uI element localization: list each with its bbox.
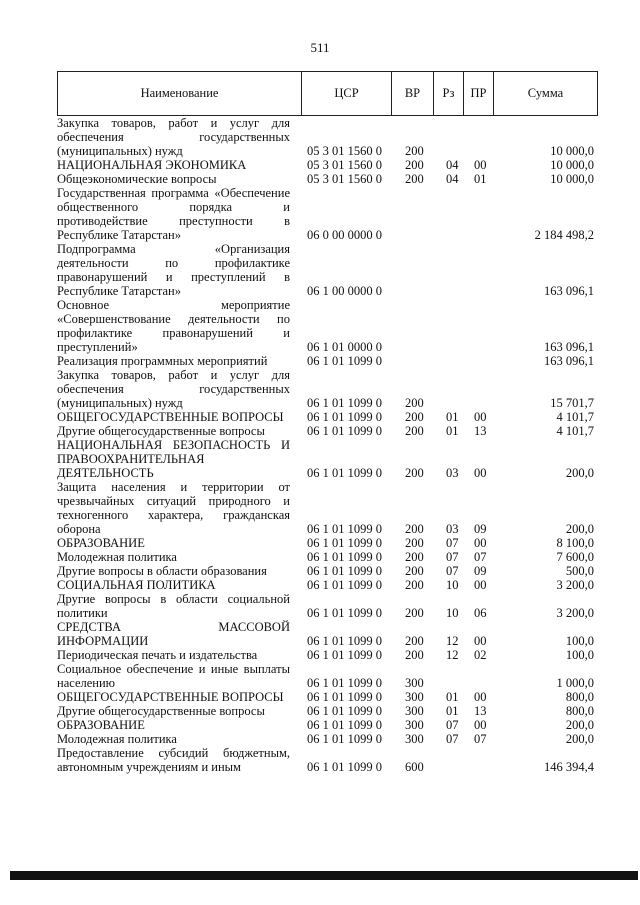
row-csr: 06 1 01 1099 0 (307, 606, 382, 620)
row-rz: 10 (446, 606, 459, 620)
table-row (57, 368, 598, 410)
row-name (57, 704, 290, 718)
row-csr: 06 1 01 1099 0 (307, 648, 382, 662)
row-name-line: общественного порядка и (57, 200, 290, 214)
row-name-line: Реализация программных мероприятий (57, 354, 268, 368)
row-name-line: (муниципальных) нужд (57, 144, 183, 158)
row-name (57, 578, 290, 592)
row-name-line: Социальное обеспечение и иные выплаты (57, 662, 290, 676)
row-rz: 07 (446, 564, 459, 578)
table-row (57, 242, 598, 298)
row-csr: 06 0 00 0000 0 (307, 228, 382, 242)
row-vr: 300 (405, 690, 424, 704)
row-name (57, 410, 290, 424)
table-row (57, 732, 598, 746)
row-sum: 800,0 (565, 704, 594, 718)
row-rz: 01 (446, 410, 459, 424)
row-name (57, 438, 290, 480)
header-csr: ЦСР (301, 72, 391, 115)
row-csr: 05 3 01 1560 0 (307, 158, 382, 172)
row-pr: 00 (474, 158, 487, 172)
row-name (57, 158, 290, 172)
header-name: Наименование (140, 86, 219, 100)
row-vr: 200 (405, 536, 424, 550)
row-sum: 10 000,0 (550, 172, 594, 186)
row-rz: 03 (446, 466, 459, 480)
row-csr: 06 1 01 1099 0 (307, 676, 382, 690)
table-row (57, 424, 598, 438)
row-name (57, 620, 290, 648)
row-csr: 06 1 00 0000 0 (307, 284, 382, 298)
table-row (57, 592, 598, 620)
row-vr: 200 (405, 648, 424, 662)
row-name-line: Общеэкономические вопросы (57, 172, 217, 186)
row-csr: 06 1 01 0000 0 (307, 340, 382, 354)
row-sum: 100,0 (565, 634, 594, 648)
row-csr: 06 1 01 1099 0 (307, 690, 382, 704)
row-vr: 600 (405, 760, 424, 774)
row-csr: 06 1 01 1099 0 (307, 396, 382, 410)
row-sum: 4 101,7 (556, 424, 594, 438)
row-name-line: Другие вопросы в области образования (57, 564, 267, 578)
row-name (57, 564, 290, 578)
row-pr: 13 (474, 704, 487, 718)
table-body (57, 116, 598, 774)
row-csr: 06 1 01 1099 0 (307, 466, 382, 480)
row-name-line: Подпрограмма «Организация (57, 242, 290, 256)
row-csr: 06 1 01 1099 0 (307, 536, 382, 550)
row-sum: 100,0 (565, 648, 594, 662)
row-sum: 15 701,7 (550, 396, 594, 410)
row-sum: 200,0 (565, 718, 594, 732)
row-name-line: Защита населения и территории от (57, 480, 290, 494)
row-csr: 06 1 01 1099 0 (307, 704, 382, 718)
row-vr: 200 (405, 172, 424, 186)
table-row (57, 620, 598, 648)
row-csr: 06 1 01 1099 0 (307, 634, 382, 648)
row-sum: 163 096,1 (544, 284, 594, 298)
row-sum: 163 096,1 (544, 354, 594, 368)
row-pr: 00 (474, 718, 487, 732)
row-rz: 10 (446, 578, 459, 592)
budget-table (57, 71, 598, 774)
row-name-line: Государственная программа «Обеспечение (57, 186, 290, 200)
row-pr: 00 (474, 690, 487, 704)
row-name-line: противодействие преступности в (57, 214, 290, 228)
row-name (57, 480, 290, 536)
row-name-line: ОБЩЕГОСУДАРСТВЕННЫЕ ВОПРОСЫ (57, 410, 284, 424)
row-name-line: ОБРАЗОВАНИЕ (57, 536, 145, 550)
row-rz: 04 (446, 158, 459, 172)
row-csr: 06 1 01 1099 0 (307, 424, 382, 438)
row-pr: 00 (474, 466, 487, 480)
row-pr: 07 (474, 550, 487, 564)
row-vr: 300 (405, 704, 424, 718)
row-vr: 200 (405, 606, 424, 620)
row-sum: 10 000,0 (550, 158, 594, 172)
row-sum: 7 600,0 (556, 550, 594, 564)
row-pr: 07 (474, 732, 487, 746)
row-name (57, 718, 290, 732)
table-row (57, 410, 598, 424)
row-pr: 09 (474, 522, 487, 536)
table-row (57, 158, 598, 172)
row-name (57, 116, 290, 158)
table-row (57, 550, 598, 564)
row-name-line: СРЕДСТВА МАССОВОЙ (57, 620, 290, 634)
table-row (57, 354, 598, 368)
row-name (57, 648, 290, 662)
scan-border-bottom (10, 871, 638, 880)
table-header (57, 71, 598, 116)
row-csr: 06 1 01 1099 0 (307, 354, 382, 368)
row-csr: 06 1 01 1099 0 (307, 410, 382, 424)
row-name-line: ИНФОРМАЦИИ (57, 634, 149, 648)
table-row (57, 648, 598, 662)
row-vr: 300 (405, 732, 424, 746)
row-sum: 500,0 (565, 564, 594, 578)
row-rz: 01 (446, 690, 459, 704)
header-pr: ПР (463, 72, 493, 115)
row-sum: 10 000,0 (550, 144, 594, 158)
row-name-line: Другие вопросы в области социальной (57, 592, 290, 606)
row-name-line: Закупка товаров, работ и услуг для (57, 368, 290, 382)
table-row (57, 718, 598, 732)
row-csr: 06 1 01 1099 0 (307, 564, 382, 578)
row-name-line: Республике Татарстан» (57, 284, 181, 298)
row-csr: 06 1 01 1099 0 (307, 550, 382, 564)
table-row (57, 536, 598, 550)
row-name-line: техногенного характера, гражданская (57, 508, 290, 522)
row-name-line: Молодежная политика (57, 550, 177, 564)
row-name-line: Другие общегосударственные вопросы (57, 424, 265, 438)
table-row (57, 690, 598, 704)
row-vr: 300 (405, 718, 424, 732)
row-csr: 06 1 01 1099 0 (307, 522, 382, 536)
row-name-line: деятельности по профилактике (57, 256, 290, 270)
row-name (57, 298, 290, 354)
row-name-line: обеспечения государственных (57, 382, 290, 396)
row-vr: 200 (405, 410, 424, 424)
row-rz: 07 (446, 550, 459, 564)
row-sum: 2 184 498,2 (534, 228, 594, 242)
row-vr: 200 (405, 578, 424, 592)
row-rz: 01 (446, 704, 459, 718)
row-name-line: профилактике правонарушений и (57, 326, 290, 340)
row-sum: 163 096,1 (544, 340, 594, 354)
row-name-line: Основное мероприятие (57, 298, 290, 312)
row-name-line: обеспечения государственных (57, 130, 290, 144)
row-name-line: Периодическая печать и издательства (57, 648, 258, 662)
row-csr: 06 1 01 1099 0 (307, 718, 382, 732)
row-sum: 146 394,4 (544, 760, 594, 774)
row-sum: 4 101,7 (556, 410, 594, 424)
row-vr: 200 (405, 158, 424, 172)
row-vr: 200 (405, 564, 424, 578)
row-rz: 12 (446, 648, 459, 662)
row-pr: 00 (474, 536, 487, 550)
row-rz: 03 (446, 522, 459, 536)
row-csr: 05 3 01 1560 0 (307, 144, 382, 158)
row-vr: 200 (405, 550, 424, 564)
row-name (57, 354, 290, 368)
row-name-line: ОБРАЗОВАНИЕ (57, 718, 145, 732)
row-name (57, 242, 290, 298)
header-vr: ВР (391, 72, 433, 115)
table-row (57, 746, 598, 774)
row-vr: 300 (405, 676, 424, 690)
row-sum: 200,0 (565, 466, 594, 480)
row-vr: 200 (405, 424, 424, 438)
row-name-line: чрезвычайных ситуаций природного и (57, 494, 290, 508)
row-name-line: СОЦИАЛЬНАЯ ПОЛИТИКА (57, 578, 216, 592)
row-rz: 07 (446, 718, 459, 732)
row-name-line: Закупка товаров, работ и услуг для (57, 116, 290, 130)
row-name (57, 536, 290, 550)
table-row (57, 298, 598, 354)
page-number: 511 (310, 40, 330, 55)
row-csr: 06 1 01 1099 0 (307, 760, 382, 774)
table-row (57, 704, 598, 718)
row-csr: 06 1 01 1099 0 (307, 578, 382, 592)
row-name (57, 690, 290, 704)
row-pr: 00 (474, 634, 487, 648)
row-vr: 200 (405, 396, 424, 410)
row-csr: 05 3 01 1560 0 (307, 172, 382, 186)
row-pr: 00 (474, 578, 487, 592)
row-pr: 01 (474, 172, 487, 186)
row-name-line: населению (57, 676, 115, 690)
row-rz: 01 (446, 424, 459, 438)
table-row (57, 662, 598, 690)
row-name-line: правонарушений и преступлений в (57, 270, 290, 284)
row-sum: 200,0 (565, 522, 594, 536)
row-sum: 3 200,0 (556, 578, 594, 592)
row-name-line: автономным учреждениям и иным (57, 760, 241, 774)
table-row (57, 186, 598, 242)
row-name-line: ДЕЯТЕЛЬНОСТЬ (57, 466, 154, 480)
table-row (57, 564, 598, 578)
row-pr: 00 (474, 410, 487, 424)
row-name-line: Предоставление субсидий бюджетным, (57, 746, 290, 760)
table-row (57, 438, 598, 480)
row-name (57, 368, 290, 410)
row-name (57, 732, 290, 746)
row-sum: 200,0 (565, 732, 594, 746)
row-name-line: политики (57, 606, 108, 620)
table-row (57, 172, 598, 186)
row-name (57, 424, 290, 438)
table-row (57, 578, 598, 592)
header-rz: Рз (433, 72, 463, 115)
row-name-line: Другие общегосударственные вопросы (57, 704, 265, 718)
row-name (57, 550, 290, 564)
row-name-line: «Совершенствование деятельности по (57, 312, 290, 326)
row-name (57, 662, 290, 690)
row-pr: 06 (474, 606, 487, 620)
row-pr: 13 (474, 424, 487, 438)
row-name (57, 592, 290, 620)
row-name-line: оборона (57, 522, 101, 536)
row-sum: 800,0 (565, 690, 594, 704)
header-sum: Сумма (493, 72, 597, 115)
row-rz: 04 (446, 172, 459, 186)
row-vr: 200 (405, 144, 424, 158)
row-name-line: Республике Татарстан» (57, 228, 181, 242)
row-sum: 1 000,0 (556, 676, 594, 690)
row-name-line: Молодежная политика (57, 732, 177, 746)
row-name-line: ПРАВООХРАНИТЕЛЬНАЯ (57, 452, 205, 466)
row-rz: 07 (446, 536, 459, 550)
row-vr: 200 (405, 634, 424, 648)
row-pr: 02 (474, 648, 487, 662)
row-rz: 07 (446, 732, 459, 746)
row-name-line: преступлений» (57, 340, 138, 354)
row-rz: 12 (446, 634, 459, 648)
table-row (57, 480, 598, 536)
row-sum: 3 200,0 (556, 606, 594, 620)
row-csr: 06 1 01 1099 0 (307, 732, 382, 746)
row-name-line: НАЦИОНАЛЬНАЯ ЭКОНОМИКА (57, 158, 247, 172)
row-name (57, 746, 290, 774)
row-vr: 200 (405, 522, 424, 536)
row-name-line: НАЦИОНАЛЬНАЯ БЕЗОПАСНОСТЬ И (57, 438, 290, 452)
row-name-line: ОБЩЕГОСУДАРСТВЕННЫЕ ВОПРОСЫ (57, 690, 284, 704)
row-sum: 8 100,0 (556, 536, 594, 550)
table-row (57, 116, 598, 158)
row-name (57, 172, 290, 186)
row-vr: 200 (405, 466, 424, 480)
row-name (57, 186, 290, 242)
row-name-line: (муниципальных) нужд (57, 396, 183, 410)
row-pr: 09 (474, 564, 487, 578)
